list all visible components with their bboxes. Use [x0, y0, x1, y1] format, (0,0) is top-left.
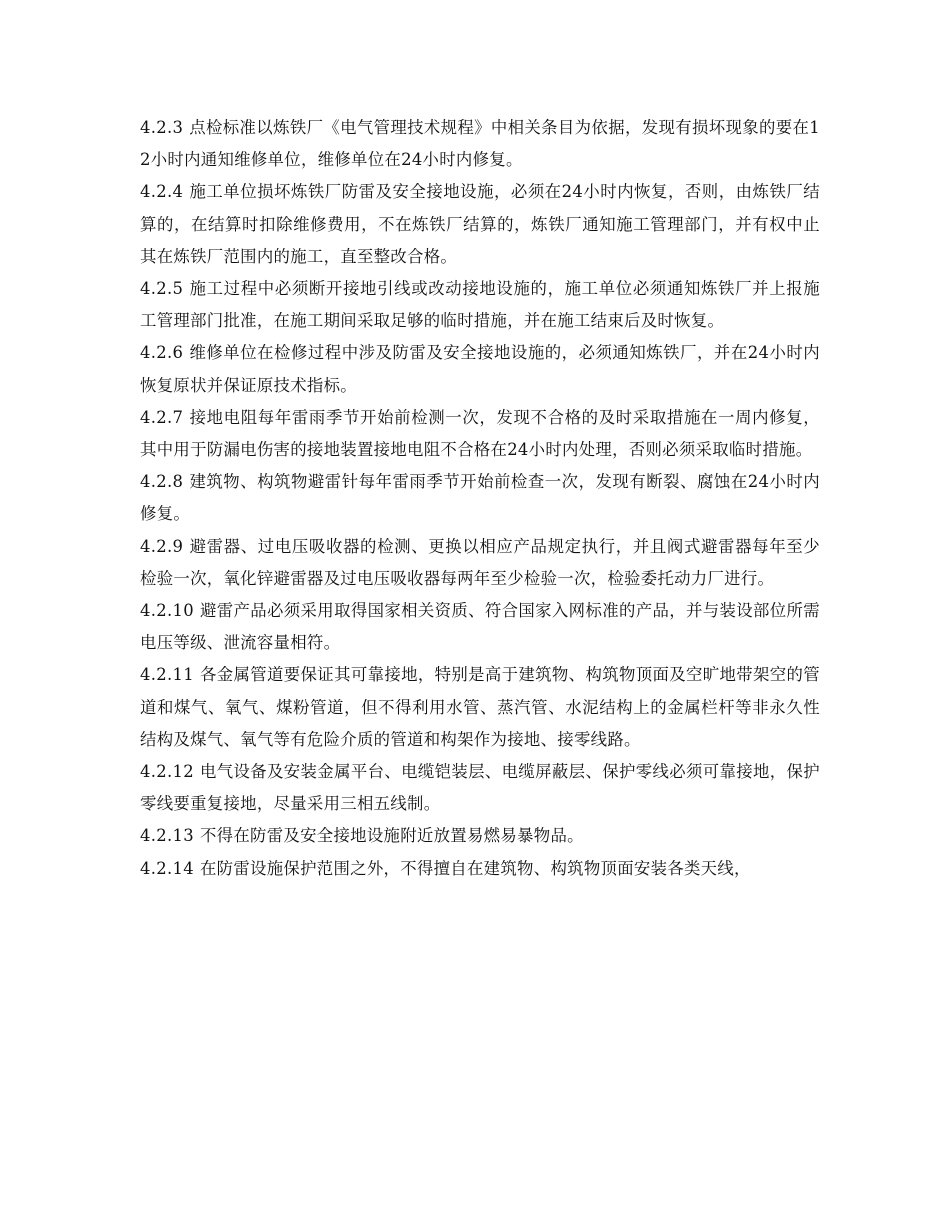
clause-text: 电气设备及安装金属平台、电缆铠装层、电缆屏蔽层、保护零线必须可靠接地，保护零线要重复接地，尽量采用三相五线制。 — [140, 762, 820, 814]
clause-4-2-8 — [140, 466, 820, 530]
clause-4-2-6 — [140, 337, 820, 401]
clause-number: 4.2.9 — [140, 536, 184, 556]
clause-text: 接地电阻每年雷雨季节开始前检测一次，发现不合格的及时采取措施在一周内修复，其中用于防漏电伤害的接地装置接地电阻不合格在24小时内处理，否则必须采取临时措施。 — [140, 407, 820, 460]
clause-number: 4.2.10 — [140, 601, 194, 621]
clause-text: 点检标准以炼铁厂《电气管理技术规程》中相关条目为依据，发现有损坏现象的要在12小时内通知维修单位，维修单位在24小时内修复。 — [140, 118, 820, 170]
clause-number: 4.2.7 — [140, 407, 184, 427]
clause-number: 4.2.3 — [140, 118, 184, 137]
clause-number: 4.2.8 — [140, 472, 184, 492]
clause-4-2-10 — [140, 595, 820, 659]
clause-4-2-3 — [140, 112, 820, 176]
clause-4-2-5 — [140, 273, 820, 337]
clause-text: 各金属管道要保证其可靠接地，特别是高于建筑物、构筑物顶面及空旷地带架空的管道和煤气、氧气、煤粉管道，但不得利用水管、蒸汽管、水泥结构上的金属栏杆等非永久性结构及煤气、氧气等有危险介质的管道和构架作为接地、接零线路。 — [140, 665, 820, 749]
clause-text: 施工单位损坏炼铁厂防雷及安全接地设施，必须在24小时内恢复，否则，由炼铁厂结算的，在结算时扣除维修费用，不在炼铁厂结算的，炼铁厂通知施工管理部门，并有权中止其在炼铁厂范围内的施工，直至整改合格。 — [140, 182, 820, 266]
clause-number: 4.2.13 — [140, 826, 194, 846]
clause-number: 4.2.11 — [140, 665, 194, 685]
clause-text: 在防雷设施保护范围之外，不得擅自在建筑物、构筑物顶面安装各类天线， — [199, 858, 751, 878]
clause-4-2-4 — [140, 176, 820, 273]
clause-4-2-9 — [140, 531, 820, 595]
clause-text: 避雷产品必须采用取得国家相关资质、符合国家入网标准的产品，并与装设部位所需电压等级、泄流容量相符。 — [140, 601, 820, 653]
clause-4-2-13 — [140, 820, 820, 852]
document-page — [140, 112, 820, 885]
clause-text: 不得在防雷及安全接地设施附近放置易燃易暴物品。 — [199, 826, 584, 846]
clause-text: 施工过程中必须断开接地引线或改动接地设施的，施工单位必须通知炼铁厂并上报施工管理部门批准，在施工期间采取足够的临时措施，并在施工结束后及时恢复。 — [140, 279, 820, 331]
clause-4-2-7 — [140, 402, 820, 466]
clause-number: 4.2.6 — [140, 343, 184, 363]
clause-4-2-12 — [140, 756, 820, 820]
clause-text: 建筑物、构筑物避雷针每年雷雨季节开始前检查一次，发现有断裂、腐蚀在24小时内修复。 — [140, 472, 820, 524]
clause-text: 维修单位在检修过程中涉及防雷及安全接地设施的，必须通知炼铁厂，并在24小时内恢复原状并保证原技术指标。 — [140, 343, 820, 395]
clause-text: 避雷器、过电压吸收器的检测、更换以相应产品规定执行，并且阀式避雷器每年至少检验一次，氧化锌避雷器及过电压吸收器每两年至少检验一次，检验委托动力厂进行。 — [140, 536, 820, 588]
clause-number: 4.2.12 — [140, 762, 194, 782]
clause-4-2-14 — [140, 853, 820, 885]
clause-4-2-11 — [140, 659, 820, 756]
clause-number: 4.2.14 — [140, 858, 194, 878]
clause-number: 4.2.5 — [140, 279, 184, 299]
clause-number: 4.2.4 — [140, 182, 184, 202]
